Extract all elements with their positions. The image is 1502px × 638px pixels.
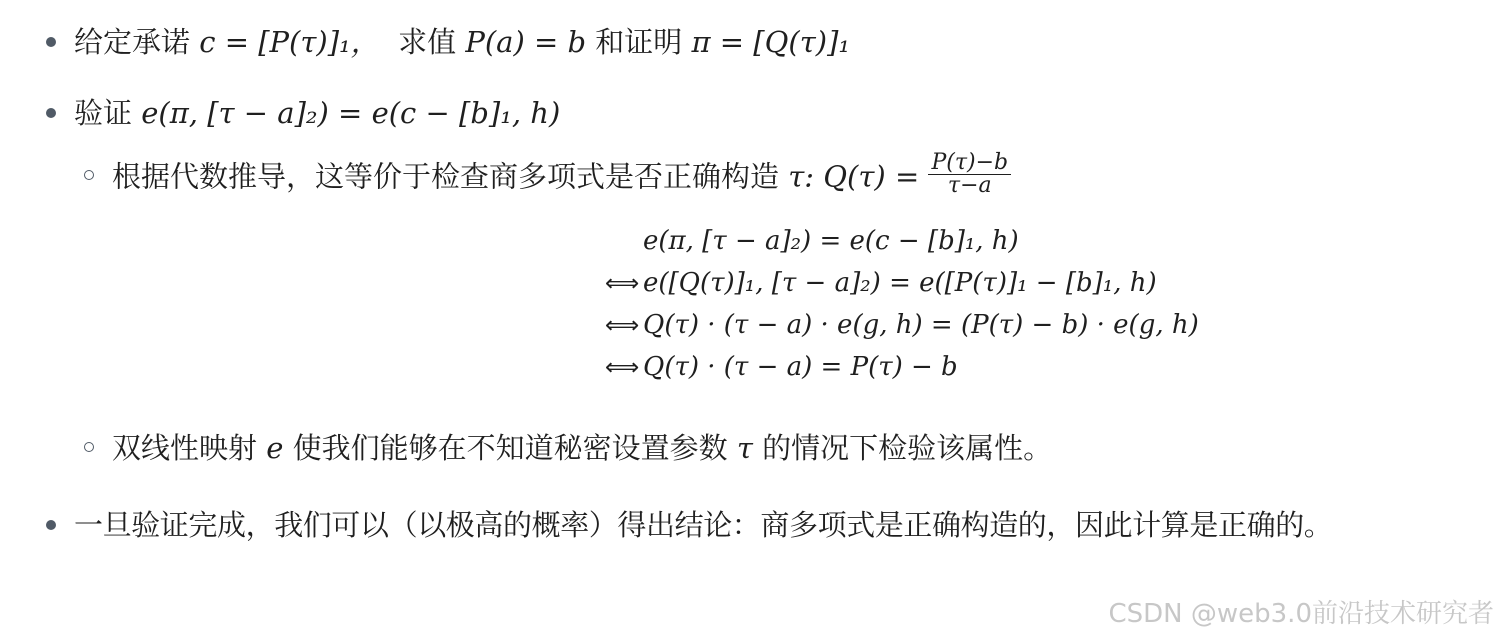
math-proof: π = [Q(τ)]₁ bbox=[691, 25, 851, 59]
sub-item-bilinear bbox=[112, 428, 1052, 468]
math-tau: τ bbox=[736, 431, 753, 465]
quotient-fraction bbox=[928, 152, 1011, 197]
bullet-dot-2 bbox=[46, 108, 56, 118]
math-commitment: c = [P(τ)]₁， bbox=[199, 25, 380, 59]
fraction-denominator: τ−a bbox=[947, 173, 992, 198]
equation-line-4: ⟺ Q(τ) · (τ − a) = P(τ) − b bbox=[605, 352, 958, 382]
equation-line-2: ⟺ e([Q(τ)]₁, [τ − a]₂) = e([P(τ)]₁ − [b]₁, h) bbox=[605, 268, 1157, 298]
text: 根据代数推导，这等价于检查商多项式是否正确构造 bbox=[112, 159, 780, 194]
math-e: e bbox=[266, 431, 284, 465]
text: 求值 bbox=[398, 25, 457, 59]
text: 双线性映射 bbox=[112, 431, 258, 465]
text: 验证 bbox=[74, 96, 133, 130]
watermark: CSDN @web3.0前沿技术研究者 bbox=[1108, 599, 1494, 629]
math-quotient: Q(τ) = bbox=[823, 159, 920, 194]
text: 的情况下检验该属性。 bbox=[762, 431, 1053, 465]
equation-line-1: e(π, [τ − a]₂) = e(c − [b]₁, h) bbox=[643, 226, 1019, 256]
text: 给定承诺 bbox=[74, 25, 191, 59]
iff-symbol: ⟺ bbox=[605, 311, 640, 339]
bullet-circle-2 bbox=[84, 442, 94, 452]
list-item-conclusion bbox=[74, 505, 1332, 545]
bullet-circle-1 bbox=[84, 170, 94, 180]
math-tau: τ: bbox=[788, 159, 815, 194]
sub-item-algebra bbox=[112, 150, 1011, 201]
equation-line-3: ⟺ Q(τ) · (τ − a) · e(g, h) = (P(τ) − b) · e(g, h) bbox=[605, 310, 1199, 340]
iff-symbol: ⟺ bbox=[605, 269, 640, 297]
math-pairing-check: e(π, [τ − a]₂) = e(c − [b]₁, h) bbox=[141, 96, 561, 130]
text: 和证明 bbox=[595, 25, 683, 59]
list-item-verify bbox=[74, 93, 560, 133]
text: 使我们能够在不知道秘密设置参数 bbox=[292, 431, 728, 465]
fraction-numerator: P(τ)−b bbox=[928, 152, 1011, 175]
bullet-dot-1 bbox=[46, 37, 56, 47]
list-item-commitment bbox=[74, 22, 850, 62]
text: 一旦验证完成，我们可以（以极高的概率）得出结论：商多项式是正确构造的，因此计算是正确的。 bbox=[74, 508, 1333, 542]
math-evaluation: P(a) = b bbox=[465, 25, 587, 59]
iff-symbol: ⟺ bbox=[605, 353, 640, 381]
bullet-dot-3 bbox=[46, 520, 56, 530]
